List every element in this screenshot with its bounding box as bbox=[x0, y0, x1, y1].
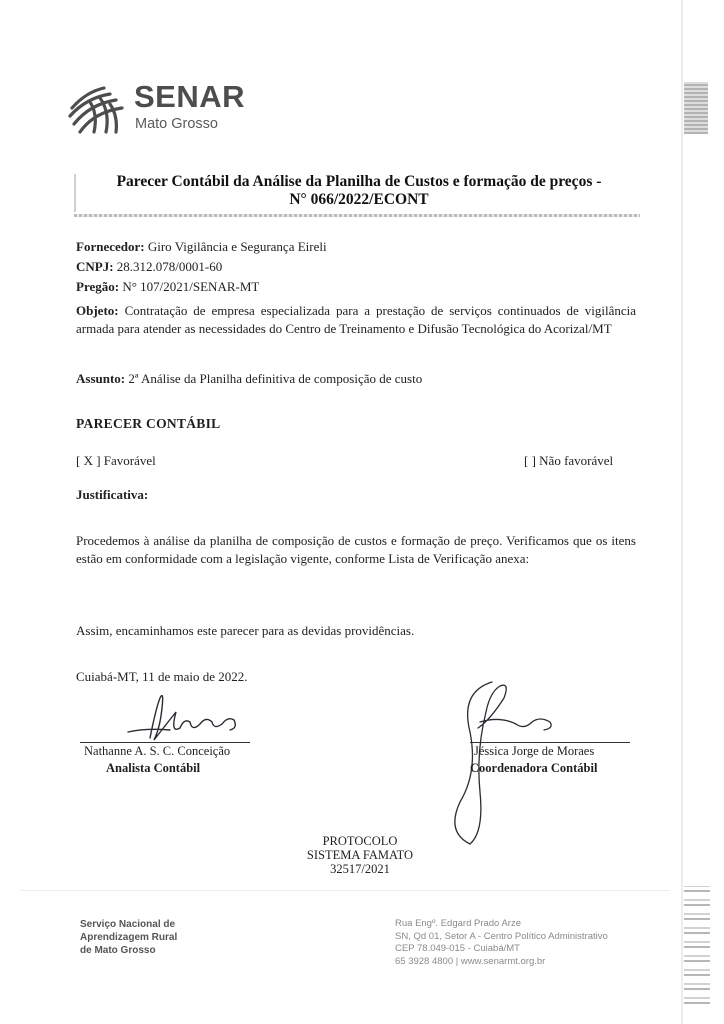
footer-address-line-1: Rua Engº. Edgard Prado Arze bbox=[395, 918, 521, 929]
footer-org-line-3: de Mato Grosso bbox=[80, 945, 156, 956]
pregao-row bbox=[76, 278, 259, 296]
left-signer-role: Analista Contábil bbox=[106, 761, 201, 775]
objeto-row bbox=[76, 302, 636, 338]
document-title bbox=[74, 168, 644, 218]
left-handwritten-signature bbox=[110, 688, 250, 748]
justificativa-paragraph-2: Assim, encaminhamos este parecer para as devidas providências. bbox=[76, 623, 415, 638]
date-line: Cuiabá-MT, 11 de maio de 2022. bbox=[76, 669, 248, 684]
objeto-label: Objeto: bbox=[76, 303, 119, 318]
cnpj-value: 28.312.078/0001-60 bbox=[116, 259, 223, 274]
favoravel-option: [ X ] Favorável bbox=[76, 453, 156, 468]
justificativa-label: Justificativa: bbox=[76, 487, 149, 502]
footer-org-line-1: Serviço Nacional de bbox=[80, 919, 176, 930]
senar-logo bbox=[64, 78, 264, 138]
protocolo-line-1: PROTOCOLO bbox=[322, 834, 398, 848]
protocolo-line-2: SISTEMA FAMATO bbox=[306, 848, 414, 862]
fornecedor-row bbox=[76, 238, 327, 256]
assunto-label: Assunto: bbox=[76, 371, 126, 386]
footer-org-line-2: Aprendizagem Rural bbox=[80, 932, 178, 943]
fornecedor-value: Giro Vigilância e Segurança Eireli bbox=[147, 239, 327, 254]
assunto-row bbox=[76, 370, 422, 388]
protocolo-stamp bbox=[290, 834, 430, 876]
assunto-value: 2ª Análise da Planilha definitiva de composição de custo bbox=[128, 371, 423, 386]
footer-address-line-2: SN, Qd 01, Setor A - Centro Político Administrativo bbox=[395, 930, 608, 942]
justificativa-paragraph-1: Procedemos à análise da planilha de composição de custos e formação de preço. Verificamos que os itens estão em conformidade com a legislação vigente, conforme Lista de Verificação anexa: bbox=[76, 533, 636, 566]
footer-address-line-4: 65 3928 4800 | www.senarmt.org.br bbox=[395, 955, 546, 967]
logo-name: SENAR bbox=[134, 79, 246, 114]
scan-edge bbox=[681, 0, 683, 1024]
title-line-1: Parecer Contábil da Análise da Planilha de Custos e formação de preços - bbox=[116, 173, 602, 190]
pregao-value: N° 107/2021/SENAR-MT bbox=[122, 279, 260, 294]
nao-favoravel-option: [ ] Não favorável bbox=[524, 453, 614, 468]
cnpj-label: CNPJ: bbox=[76, 259, 114, 274]
cnpj-row bbox=[76, 258, 222, 276]
scan-artifact-bottom bbox=[684, 886, 710, 1004]
right-signer-name: Jéssica Jorge de Moraes bbox=[474, 744, 595, 758]
protocolo-line-3: 32517/2021 bbox=[330, 862, 390, 876]
footer-rule bbox=[20, 890, 670, 891]
objeto-value: Contratação de empresa especializada para a prestação de serviços continuados de vigilância armada para atender as necessidades do Centro de Treinamento e Difusão Tecnológica do Acorizal/MT bbox=[76, 303, 637, 336]
footer-organization bbox=[80, 918, 177, 957]
right-signer-role: Coordenadora Contábil bbox=[470, 761, 598, 775]
senar-wheat-icon bbox=[64, 78, 128, 136]
logo-subtitle: Mato Grosso bbox=[135, 116, 218, 132]
title-rule bbox=[74, 214, 640, 217]
left-signer-name: Nathanne A. S. C. Conceição bbox=[84, 744, 231, 758]
pregao-label: Pregão: bbox=[76, 279, 120, 294]
fornecedor-label: Fornecedor: bbox=[76, 239, 145, 254]
footer-address-line-3: CEP 78.049-015 - Cuiabá/MT bbox=[395, 943, 520, 954]
scan-artifact-top bbox=[684, 82, 708, 134]
title-line-2: N° 066/2022/ECONT bbox=[289, 191, 429, 208]
parecer-heading: PARECER CONTÁBIL bbox=[76, 416, 221, 431]
footer-address bbox=[395, 918, 608, 968]
